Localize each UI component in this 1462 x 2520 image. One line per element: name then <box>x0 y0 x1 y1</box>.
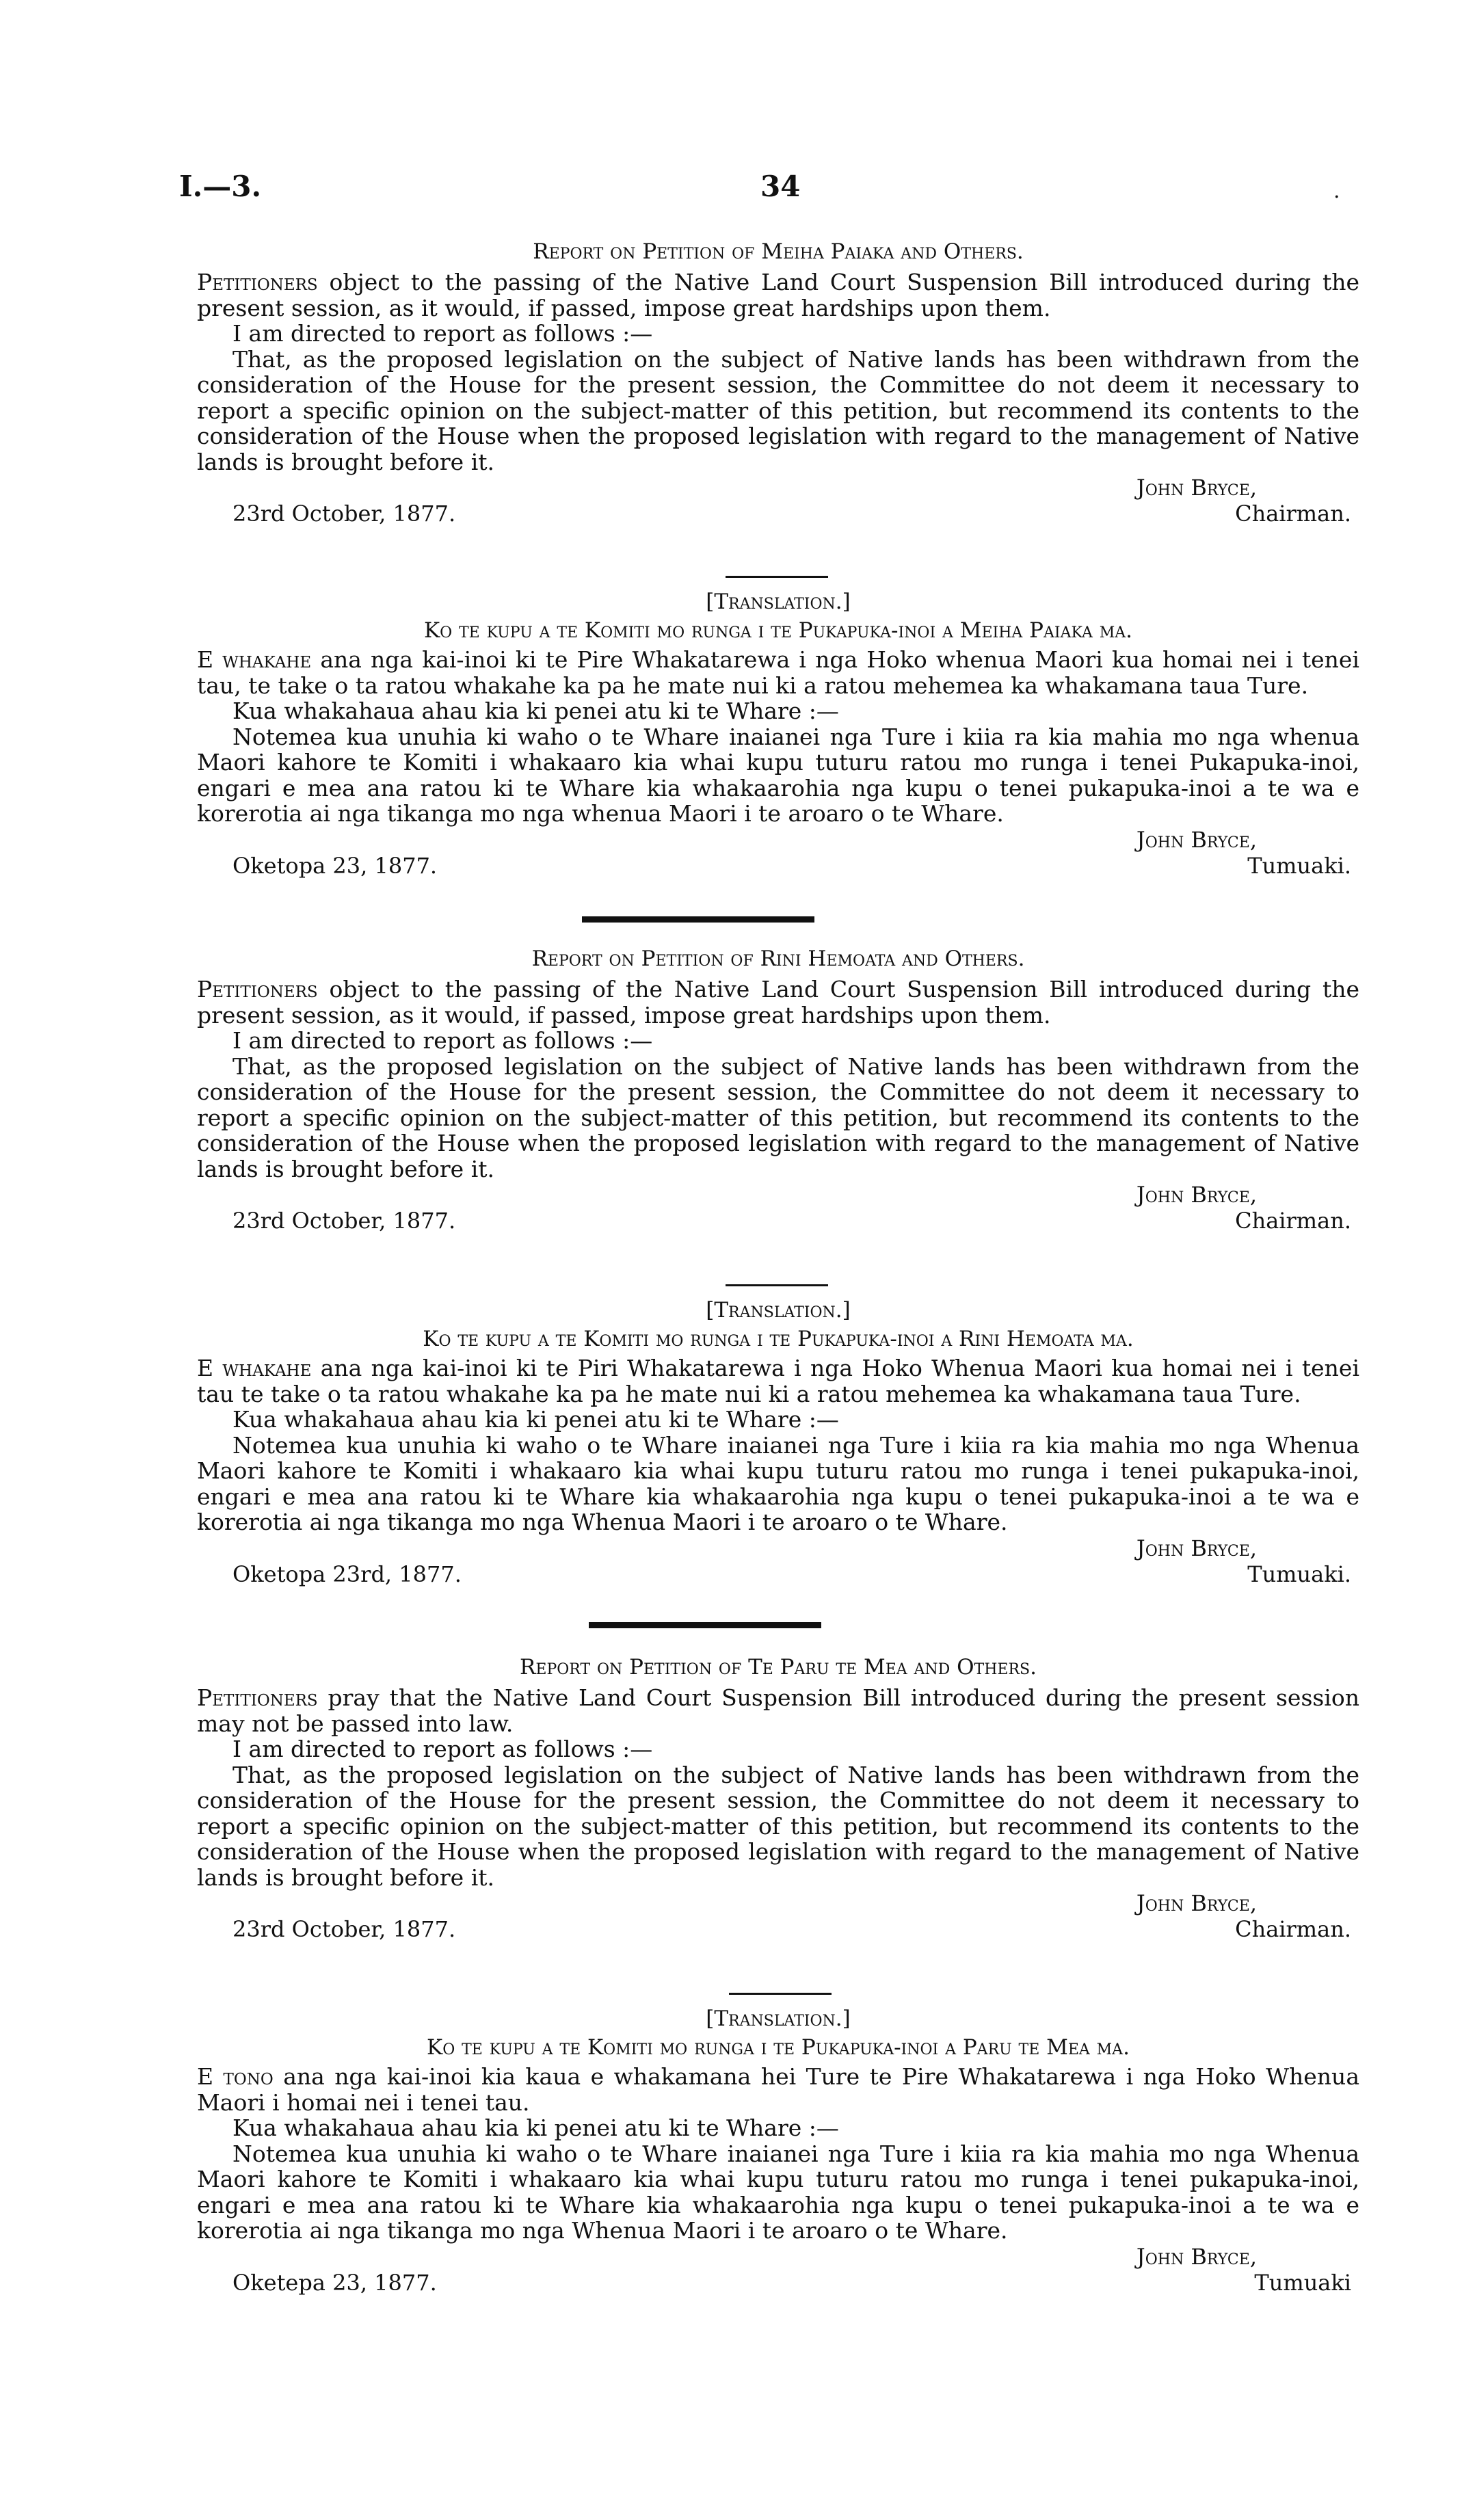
translation-summary <box>197 647 1359 698</box>
page-mark: . <box>1333 179 1340 203</box>
report-date: 23rd October, 1877. <box>232 1208 456 1234</box>
report-title: Report on Petition of Rini Hemoata and Others. <box>531 946 1025 971</box>
report-date: 23rd October, 1877. <box>232 501 456 527</box>
petition-lead: Petitioners <box>197 1684 318 1711</box>
translation-title: Ko te kupu a te Komiti mo runga i te Pukapuka-inoi a Paru te Mea ma. <box>427 2035 1130 2060</box>
petition-summary <box>197 1685 1359 1736</box>
translation-directed-line: Kua whakahaua ahau kia ki penei atu ki te Whare :— <box>232 1406 839 1433</box>
translation-date: Oketopa 23, 1877. <box>232 852 438 879</box>
signatory-role: Chairman. <box>1235 1208 1351 1234</box>
signatory-role: Chairman. <box>1235 1916 1351 1942</box>
translation-signature-block <box>197 827 1359 879</box>
signatory-name: John Bryce, <box>1136 475 1257 501</box>
separator-thin <box>726 576 828 578</box>
translation-section-rini-hemoata <box>197 1298 1359 1587</box>
report-title: Report on Petition of Meiha Paiaka and Others. <box>533 239 1024 264</box>
petition-text: object to the passing of the Native Land Court Suspension Bill introduced during the present session, as it would, if passed, impose great hardships upon them. <box>197 269 1359 321</box>
signature-block <box>197 1890 1359 1942</box>
translation-date: Oketepa 23, 1877. <box>232 2269 437 2296</box>
signature-block <box>197 475 1359 527</box>
translation-signatory-role: Tumuaki. <box>1247 852 1351 879</box>
directed-line: I am directed to report as follows :— <box>232 1027 653 1054</box>
report-section-rini-hemoata <box>197 946 1359 1234</box>
section-separator-thick <box>589 1622 821 1628</box>
petition-summary <box>197 269 1359 321</box>
directed-line: I am directed to report as follows :— <box>232 320 653 347</box>
translation-label: [Translation.] <box>706 2006 851 2031</box>
translation-summary <box>197 1355 1359 1407</box>
paper-reference: I.—3. <box>179 170 262 203</box>
petition-lead: Petitioners <box>197 976 318 1003</box>
translation-lead: E tono <box>197 2063 274 2090</box>
separator-thin <box>729 1993 832 1995</box>
translation-report-paragraph: Notemea kua unuhia ki waho o te Whare inaianei nga Ture i kiia ra kia mahia mo nga whenua Maori kahore te Komiti i whakaaro kia whai kupu tuturu ratou mo runga i tenei Pukapuka-inoi, engari e mea ana ratou ki te Whare kia whakaarohia nga kupu o tenei pukapuka-inoi a te wa e korerotia ai nga tikanga mo nga whenua Maori i te aroaro o te Whare. <box>197 723 1359 827</box>
translation-label: [Translation.] <box>706 589 851 614</box>
signatory-name: John Bryce, <box>1136 1182 1257 1208</box>
translation-signatory-role: Tumuaki. <box>1247 1561 1351 1587</box>
translation-title: Ko te kupu a te Komiti mo runga i te Pukapuka-inoi a Rini Hemoata ma. <box>423 1327 1134 1351</box>
translation-signature-block <box>197 1535 1359 1587</box>
translation-signatory-name: John Bryce, <box>1136 2243 1257 2270</box>
translation-report-paragraph: Notemea kua unuhia ki waho o te Whare inaianei nga Ture i kiia ra kia mahia mo nga Whenua Maori kahore te Komiti i whakaaro kia whai kupu tuturu ratou mo runga i tenei pukapuka-inoi, engari e mea ana ratou ki te Whare kia whakaarohia nga kupu o tenei pukapuka-inoi a te wa e korerotia ai nga tikanga mo nga Whenua Maori i te aroaro o te Whare. <box>197 1431 1359 1535</box>
translation-text: ana nga kai-inoi kia kaua e whakamana hei Ture te Pire Whakatarewa i nga Hoko Whenua Maori i homai nei i tenei tau. <box>197 2063 1359 2116</box>
petition-text: pray that the Native Land Court Suspension Bill introduced during the present session may not be passed into law. <box>197 1684 1359 1737</box>
signatory-name: John Bryce, <box>1136 1890 1257 1916</box>
petition-lead: Petitioners <box>197 269 318 295</box>
translation-lead: E whakahe <box>197 646 312 673</box>
translation-label: [Translation.] <box>706 1298 851 1323</box>
section-separator-thick <box>582 916 814 923</box>
signatory-role: Chairman. <box>1235 501 1351 527</box>
translation-summary <box>197 2064 1359 2115</box>
translation-text: ana nga kai-inoi ki te Pire Whakatarewa i nga Hoko whenua Maori kua homai nei i tenei tau, te take o ta ratou whakahe ka pa he mate nui ki a ratou mehemea ka whakamana taua Ture. <box>197 646 1359 699</box>
report-title: Report on Petition of Te Paru te Mea and Others. <box>520 1655 1037 1680</box>
translation-text: ana nga kai-inoi ki te Piri Whakatarewa i nga Hoko Whenua Maori kua homai nei i tenei tau te take o ta ratou whakahe ka pa he mate nui ki a ratou mehemea ka whakamana taua Ture. <box>197 1355 1359 1407</box>
petition-summary <box>197 977 1359 1028</box>
translation-signatory-name: John Bryce, <box>1136 1535 1257 1561</box>
page-number: 34 <box>760 170 801 203</box>
translation-title: Ko te kupu a te Komiti mo runga i te Pukapuka-inoi a Meiha Paiaka ma. <box>423 618 1133 643</box>
translation-signatory-role: Tumuaki <box>1254 2269 1351 2296</box>
report-paragraph: That, as the proposed legislation on the subject of Native lands has been withdrawn from the consideration of the House for the present session, the Committee do not deem it necessary to report a specific opinion on the subject-matter of this petition, but recommend its contents to the consideration of the House when the proposed legislation with regard to the management of Native lands is brought before it. <box>197 1761 1359 1891</box>
directed-line: I am directed to report as follows :— <box>232 1736 653 1762</box>
translation-signatory-name: John Bryce, <box>1136 826 1257 853</box>
translation-section-meiha-paiaka <box>197 589 1359 879</box>
translation-report-paragraph: Notemea kua unuhia ki waho o te Whare inaianei nga Ture i kiia ra kia mahia mo nga Whenua Maori kahore te Komiti i whakaaro kia whai kupu tuturu ratou mo runga i tenei pukapuka-inoi, engari e mea ana ratou ki te Whare kia whakaarohia nga kupu o tenei pukapuka-inoi a te wa e korerotia ai nga tikanga mo nga Whenua Maori i te aroaro o te Whare. <box>197 2140 1359 2244</box>
translation-section-te-paru-te-mea <box>197 2006 1359 2296</box>
petition-text: object to the passing of the Native Land Court Suspension Bill introduced during the present session, as it would, if passed, impose great hardships upon them. <box>197 976 1359 1029</box>
report-paragraph: That, as the proposed legislation on the subject of Native lands has been withdrawn from the consideration of the House for the present session, the Committee do not deem it necessary to report a specific opinion on the subject-matter of this petition, but recommend its contents to the consideration of the House when the proposed legislation with regard to the management of Native lands is brought before it. <box>197 1052 1359 1182</box>
report-date: 23rd October, 1877. <box>232 1916 456 1942</box>
translation-signature-block <box>197 2244 1359 2296</box>
translation-lead: E whakahe <box>197 1355 312 1381</box>
report-paragraph: That, as the proposed legislation on the subject of Native lands has been withdrawn from the consideration of the House for the present session, the Committee do not deem it necessary to report a specific opinion on the subject-matter of this petition, but recommend its contents to the consideration of the House when the proposed legislation with regard to the management of Native lands is brought before it. <box>197 345 1359 475</box>
translation-date: Oketopa 23rd, 1877. <box>232 1561 462 1587</box>
report-section-te-paru-te-mea <box>197 1655 1359 1942</box>
translation-directed-line: Kua whakahaua ahau kia ki penei atu ki te Whare :— <box>232 698 839 724</box>
signature-block <box>197 1182 1359 1234</box>
translation-directed-line: Kua whakahaua ahau kia ki penei atu ki te Whare :— <box>232 2114 839 2141</box>
report-section-meiha-paiaka <box>197 239 1359 527</box>
separator-thin <box>726 1284 828 1286</box>
